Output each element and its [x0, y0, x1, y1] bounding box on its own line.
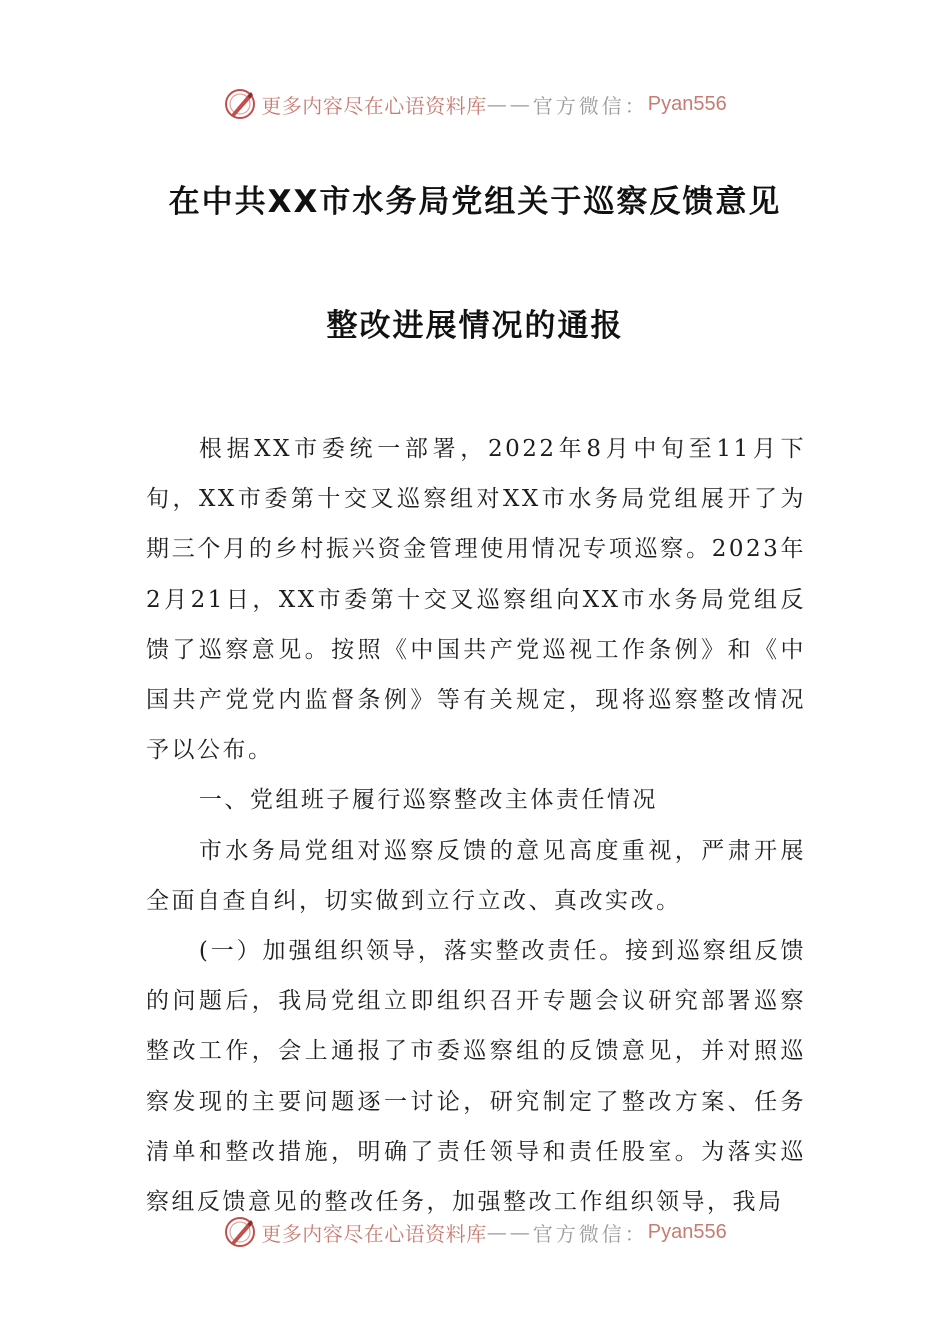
document-title-line2: 整改进展情况的通报	[326, 308, 624, 344]
watermark-wechat-id: Pyan556	[647, 92, 727, 115]
pen-circle-logo-icon	[223, 1215, 257, 1249]
pen-circle-logo-icon	[223, 87, 257, 121]
section-heading: 一、党组班子履行巡察整改主体责任情况	[198, 787, 658, 814]
watermark-wechat-label: 官方微信：	[532, 93, 648, 118]
watermark-text: 更多内容尽在心语资料库	[261, 1221, 487, 1246]
watermark-dash: ——	[486, 1220, 533, 1244]
footer-watermark	[0, 1212, 950, 1252]
body-paragraph: 市水务局党组对巡察反馈的意见高度重视，严肃开展全面自查自纠，切实做到立行立改、真改实改。	[146, 837, 806, 914]
watermark-dash: ——	[486, 92, 533, 116]
document-body	[146, 424, 806, 1227]
body-paragraph: 根据XX市委统一部署，2022年8月中旬至11月下旬，XX市委第十交叉巡察组对XX市水务局党组展开了为期三个月的乡村振兴资金管理使用情况专项巡察。2023年2月21日，XX市委第十交叉巡察组向XX市水务局党组反馈了巡察意见。按照《中国共产党巡视工作条例》和《中国共产党党内监督条例》等有关规定，现将巡察整改情况予以公布。	[146, 436, 806, 764]
header-watermark	[0, 84, 950, 124]
watermark-text: 更多内容尽在心语资料库	[261, 93, 487, 118]
watermark-wechat-label: 官方微信：	[532, 1221, 648, 1246]
watermark-wechat-id: Pyan556	[647, 1220, 727, 1243]
body-paragraph: (一）加强组织领导，落实整改责任。接到巡察组反馈的问题后，我局党组立即组织召开专题会议研究部署巡察整改工作，会上通报了市委巡察组的反馈意见，并对照巡察发现的主要问题逐一讨论，研究制定了整改方案、任务清单和整改措施，明确了责任领导和责任股室。为落实巡察组反馈意见的整改任务，加强整改工作组织领导，我局	[146, 938, 806, 1216]
document-title-line1: 在中共XX市水务局党组关于巡察反馈意见	[168, 184, 782, 220]
